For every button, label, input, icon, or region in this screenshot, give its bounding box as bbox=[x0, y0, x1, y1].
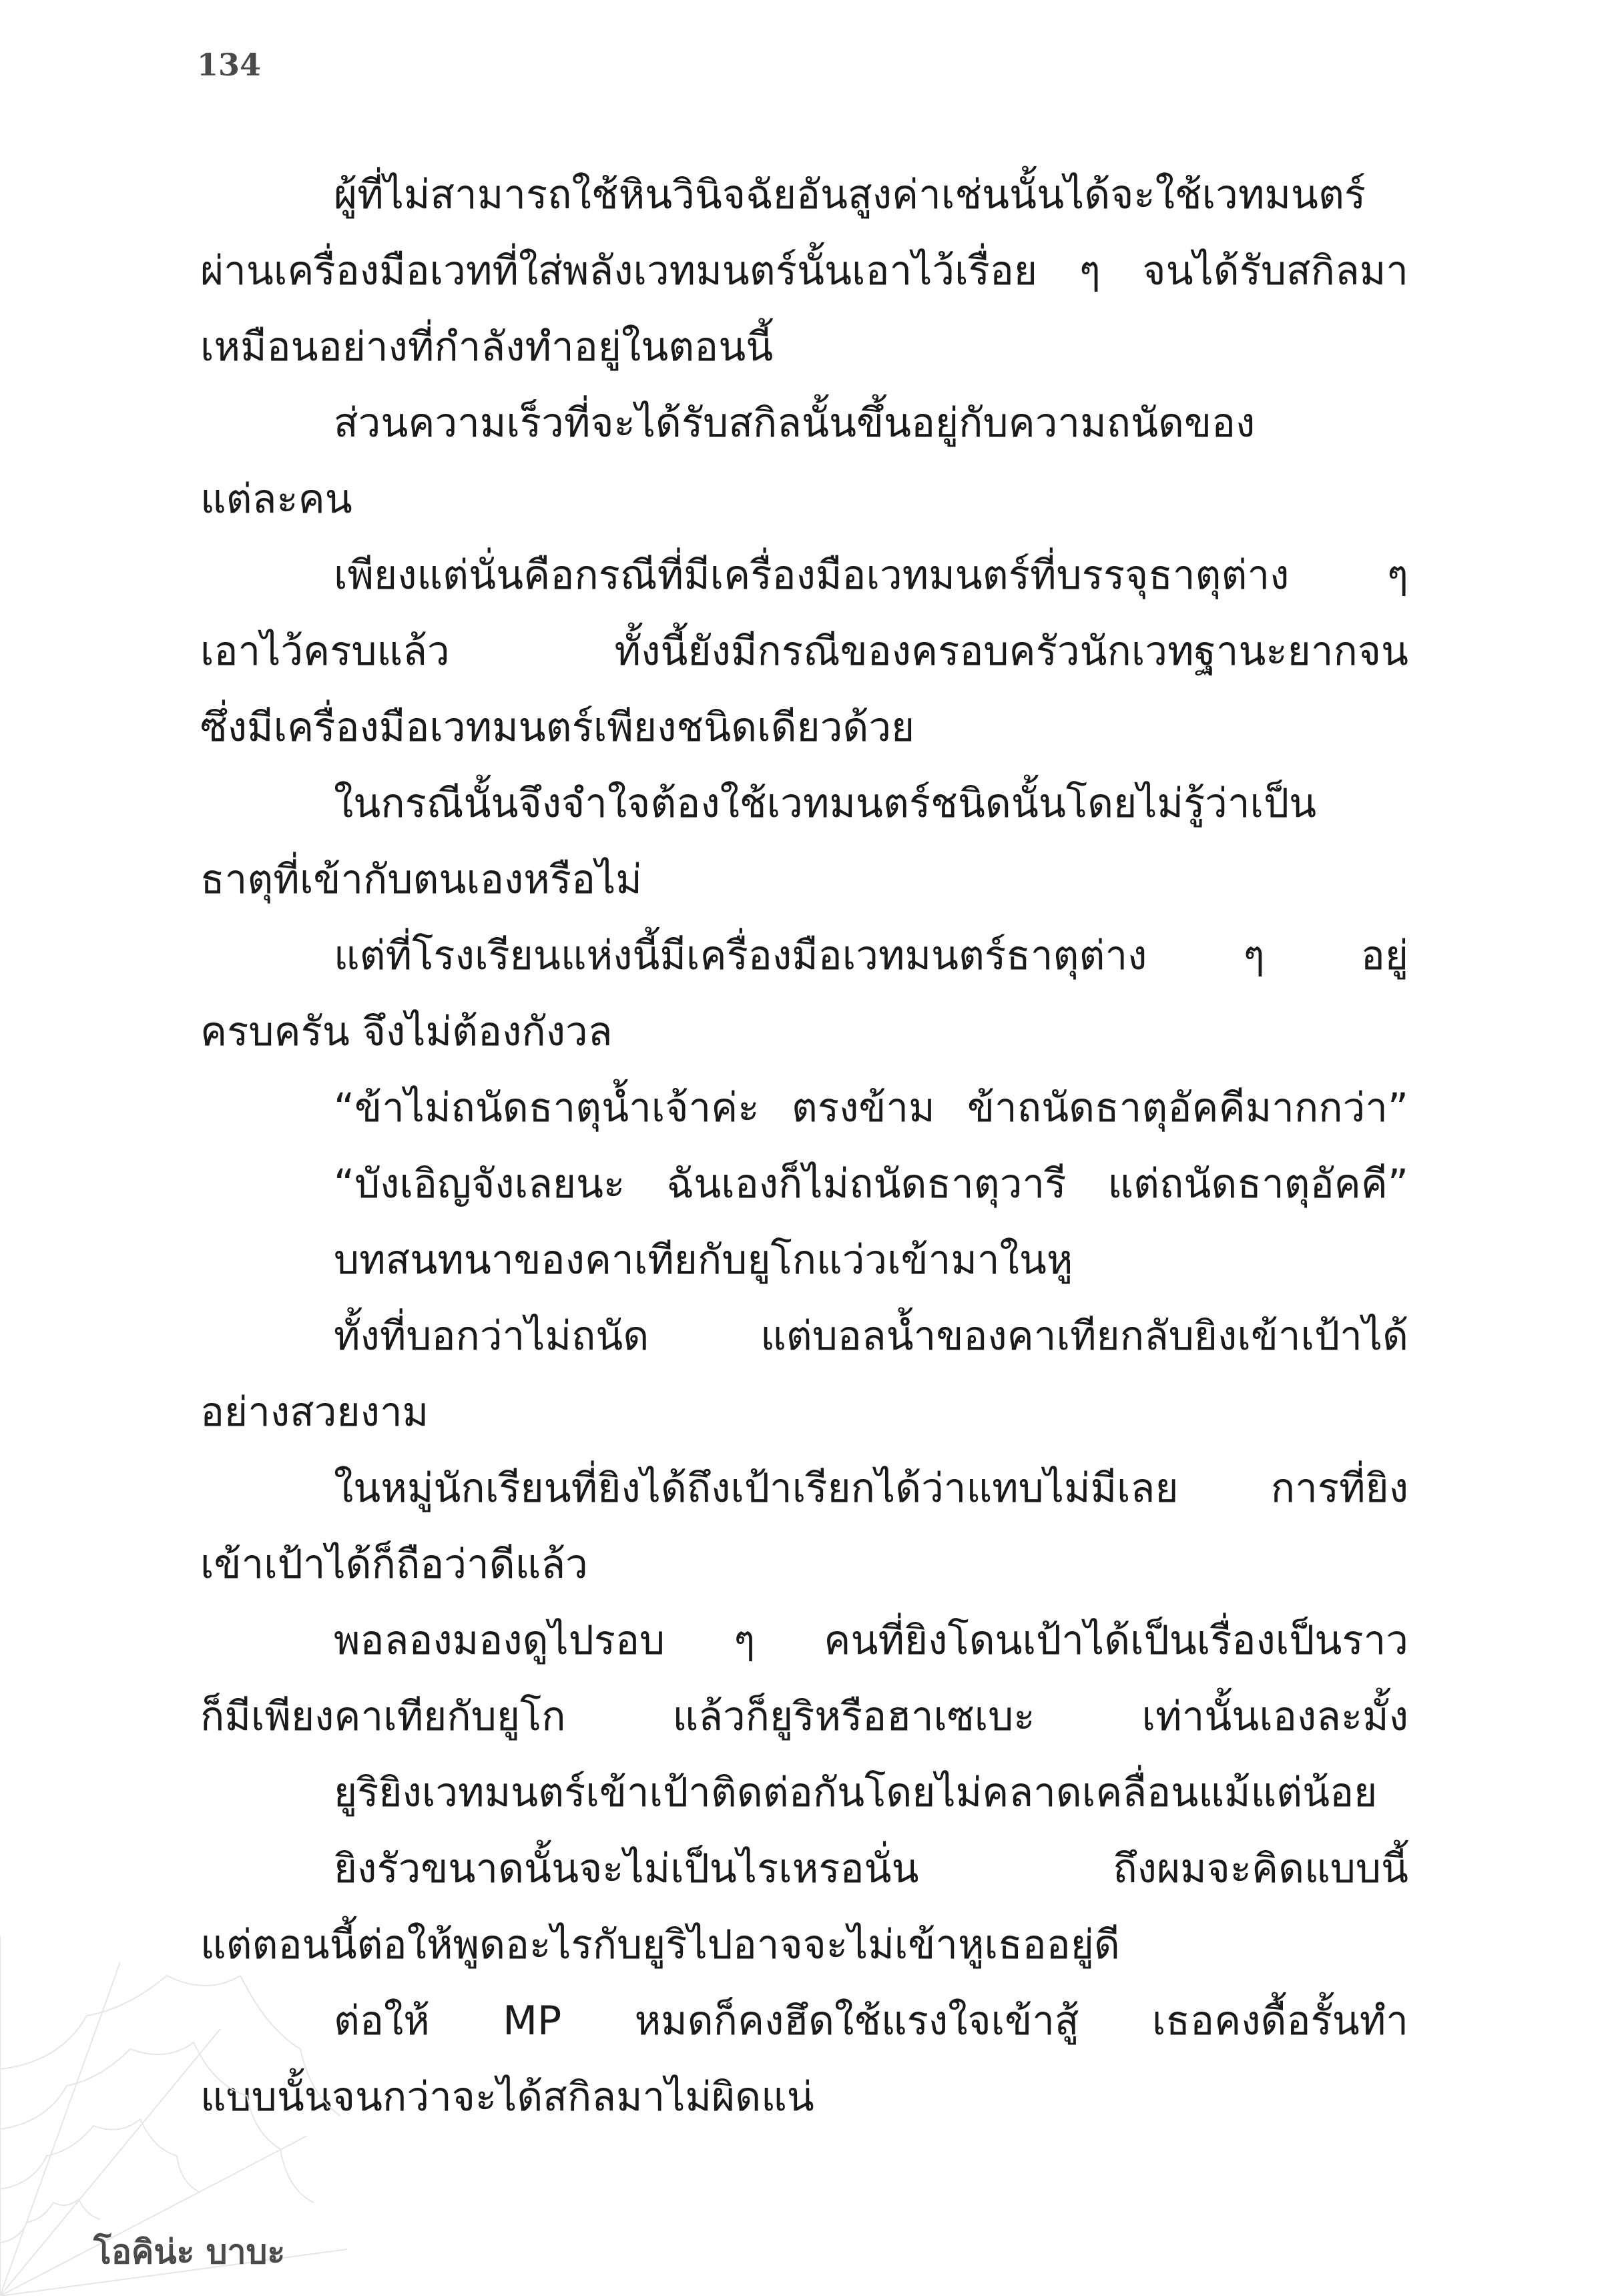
text-line: พอลองมองดูไปรอบ ๆ คนที่ยิงโดนเป้าได้เป็นเรื่องเป็นราว bbox=[334, 1617, 1408, 1664]
text-line: ยูริยิงเวทมนตร์เข้าเป้าติดต่อกันโดยไม่คลาดเคลื่อนแม้แต่น้อย bbox=[334, 1769, 1378, 1816]
text-line: ในหมู่นักเรียนที่ยิงได้ถึงเป้าเรียกได้ว่าแทบไม่มีเลย การที่ยิง bbox=[334, 1465, 1408, 1512]
text-line: “บังเอิญจังเลยนะ ฉันเองก็ไม่ถนัดธาตุวารี แต่ถนัดธาตุอัคคี” bbox=[334, 1161, 1408, 1207]
text-line: อย่างสวยงาม bbox=[200, 1389, 429, 1436]
text-line: ส่วนความเร็วที่จะได้รับสกิลนั้นขึ้นอยู่กับความถนัดของ bbox=[334, 400, 1256, 447]
text-line: แต่ตอนนี้ต่อให้พูดอะไรกับยูริไปอาจจะไม่เข้าหูเธออยู่ดี bbox=[200, 1922, 1120, 1968]
text-line: ทั้งที่บอกว่าไม่ถนัด แต่บอลน้ำของคาเทียกลับยิงเข้าเป้าได้ bbox=[334, 1313, 1408, 1360]
text-line: ผ่านเครื่องมือเวทที่ใส่พลังเวทมนตร์นั้นเอาไว้เรื่อย ๆ จนได้รับสกิลมา bbox=[200, 248, 1408, 294]
text-line: เข้าเป้าได้ก็ถือว่าดีแล้ว bbox=[200, 1541, 588, 1588]
body-text bbox=[200, 157, 1408, 2135]
author-footer: โอคิน่ะ บาบะ bbox=[93, 2233, 286, 2271]
text-line: เหมือนอย่างที่กำลังทำอยู่ในตอนนี้ bbox=[200, 324, 774, 370]
text-line: “ข้าไม่ถนัดธาตุน้ำเจ้าค่ะ ตรงข้าม ข้าถนัดธาตุอัคคีมากกว่า” bbox=[334, 1085, 1408, 1131]
text-line: แบบนั้นจนกว่าจะได้สกิลมาไม่ผิดแน่ bbox=[200, 2074, 814, 2120]
text-line: แต่ที่โรงเรียนแห่งนี้มีเครื่องมือเวทมนตร์ธาตุต่าง ๆ อยู่ bbox=[334, 932, 1408, 979]
text-line: เพียงแต่นั่นคือกรณีที่มีเครื่องมือเวทมนตร์ที่บรรจุธาตุต่าง ๆ bbox=[334, 552, 1408, 599]
text-line: ในกรณีนั้นจึงจำใจต้องใช้เวทมนตร์ชนิดนั้นโดยไม่รู้ว่าเป็น bbox=[334, 780, 1317, 827]
text-line: แต่ละคน bbox=[200, 476, 352, 523]
text-line: เอาไว้ครบแล้ว ทั้งนี้ยังมีกรณีของครอบครัวนักเวทฐานะยากจน bbox=[200, 628, 1408, 675]
text-line: ยิงรัวขนาดนั้นจะไม่เป็นไรเหรอนั่น ถึงผมจะคิดแบบนี้ bbox=[334, 1845, 1408, 1892]
text-line: ต่อให้ MP หมดก็คงฮึดใช้แรงใจเข้าสู้ เธอคงดื้อรั้นทำ bbox=[334, 1998, 1408, 2044]
page-number: 134 bbox=[197, 47, 262, 83]
text-line: ผู้ที่ไม่สามารถใช้หินวินิจฉัยอันสูงค่าเช่นนั้นได้จะใช้เวทมนตร์ bbox=[334, 172, 1366, 218]
text-line: ก็มีเพียงคาเทียกับยูโก แล้วก็ยูริหรือฮาเซเบะ เท่านั้นเองละมั้ง bbox=[200, 1693, 1408, 1740]
text-line: ครบครัน จึงไม่ต้องกังวล bbox=[200, 1009, 613, 1055]
text-line: ธาตุที่เข้ากับตนเองหรือไม่ bbox=[200, 856, 642, 903]
text-line: ซึ่งมีเครื่องมือเวทมนตร์เพียงชนิดเดียวด้วย bbox=[200, 704, 915, 751]
text-line: บทสนทนาของคาเทียกับยูโกแว่วเข้ามาในหู bbox=[334, 1237, 1073, 1283]
